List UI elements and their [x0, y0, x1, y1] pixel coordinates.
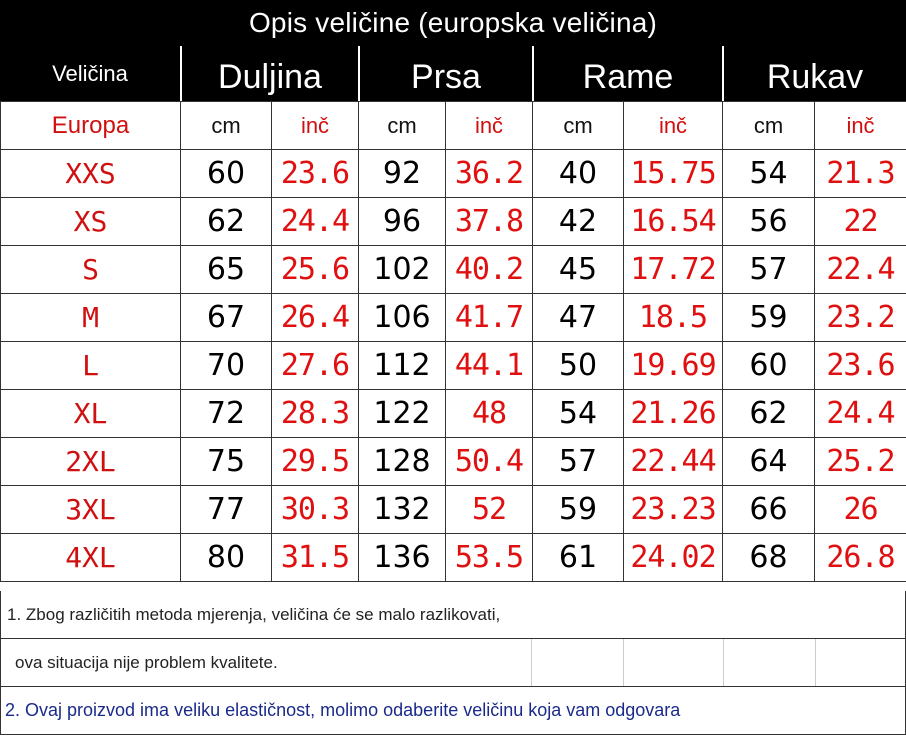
header-rukav: Rukav [722, 46, 906, 101]
cm-value: 56 [723, 198, 815, 246]
note-row-3 [0, 687, 906, 735]
unit-row [1, 102, 906, 150]
size-label: S [1, 246, 181, 294]
unit-inch: inč [446, 102, 533, 150]
cm-value: 54 [723, 150, 815, 198]
header-rame: Rame [532, 46, 722, 101]
size-label: XXS [1, 150, 181, 198]
inch-value: 21.26 [624, 390, 723, 438]
inch-value: 26.4 [272, 294, 359, 342]
cm-value: 59 [723, 294, 815, 342]
table-row [1, 534, 906, 582]
unit-cm: cm [181, 102, 272, 150]
note-2: 2. Ovaj proizvod ima veliku elastičnost, molimo odaberite veličinu koja vam odgovara [5, 700, 681, 720]
cm-value: 102 [359, 246, 446, 294]
cm-value: 50 [533, 342, 624, 390]
inch-value: 19.69 [624, 342, 723, 390]
cm-value: 61 [533, 534, 624, 582]
table-row [1, 486, 906, 534]
cm-value: 106 [359, 294, 446, 342]
inch-value: 23.6 [272, 150, 359, 198]
inch-value: 48 [446, 390, 533, 438]
cm-value: 128 [359, 438, 446, 486]
inch-value: 27.6 [272, 342, 359, 390]
table-row [1, 246, 906, 294]
size-label: 4XL [1, 534, 181, 582]
table-row [1, 342, 906, 390]
inch-value: 30.3 [272, 486, 359, 534]
inch-value: 24.4 [272, 198, 359, 246]
inch-value: 22 [815, 198, 906, 246]
inch-value: 23.2 [815, 294, 906, 342]
cm-value: 70 [181, 342, 272, 390]
unit-cm: cm [723, 102, 815, 150]
table-header [0, 46, 906, 101]
title-bar [0, 0, 906, 46]
cm-value: 96 [359, 198, 446, 246]
inch-value: 25.6 [272, 246, 359, 294]
inch-value: 24.02 [624, 534, 723, 582]
cm-value: 132 [359, 486, 446, 534]
table-row [1, 150, 906, 198]
unit-inch: inč [815, 102, 906, 150]
cm-value: 66 [723, 486, 815, 534]
cm-value: 54 [533, 390, 624, 438]
inch-value: 16.54 [624, 198, 723, 246]
cm-value: 60 [181, 150, 272, 198]
inch-value: 22.4 [815, 246, 906, 294]
inch-value: 24.4 [815, 390, 906, 438]
unit-inch: inč [272, 102, 359, 150]
size-label: XL [1, 390, 181, 438]
inch-value: 50.4 [446, 438, 533, 486]
cm-value: 80 [181, 534, 272, 582]
page-title: Opis veličine (europska veličina) [248, 7, 658, 38]
inch-value: 28.3 [272, 390, 359, 438]
cm-value: 75 [181, 438, 272, 486]
cm-value: 122 [359, 390, 446, 438]
cm-value: 72 [181, 390, 272, 438]
cm-value: 68 [723, 534, 815, 582]
unit-cm: cm [533, 102, 624, 150]
inch-value: 26 [815, 486, 906, 534]
inch-value: 21.3 [815, 150, 906, 198]
note-row-1 [0, 591, 906, 639]
inch-value: 44.1 [446, 342, 533, 390]
cm-value: 45 [533, 246, 624, 294]
size-label: 2XL [1, 438, 181, 486]
inch-value: 29.5 [272, 438, 359, 486]
table-row [1, 294, 906, 342]
size-label: 3XL [1, 486, 181, 534]
inch-value: 22.44 [624, 438, 723, 486]
inch-value: 37.8 [446, 198, 533, 246]
unit-row-label: Europa [1, 102, 181, 150]
size-label: L [1, 342, 181, 390]
inch-value: 23.6 [815, 342, 906, 390]
cm-value: 59 [533, 486, 624, 534]
cm-value: 62 [723, 390, 815, 438]
inch-value: 31.5 [272, 534, 359, 582]
inch-value: 26.8 [815, 534, 906, 582]
inch-value: 15.75 [624, 150, 723, 198]
inch-value: 40.2 [446, 246, 533, 294]
inch-value: 23.23 [624, 486, 723, 534]
cm-value: 65 [181, 246, 272, 294]
cm-value: 60 [723, 342, 815, 390]
cm-value: 47 [533, 294, 624, 342]
table-row [1, 438, 906, 486]
table-row [1, 198, 906, 246]
cm-value: 136 [359, 534, 446, 582]
size-label: M [1, 294, 181, 342]
table-row [1, 390, 906, 438]
cm-value: 77 [181, 486, 272, 534]
cm-value: 40 [533, 150, 624, 198]
note-1-line-1: 1. Zbog različitih metoda mjerenja, veličina će se malo razlikovati, [7, 604, 501, 624]
unit-cm: cm [359, 102, 446, 150]
inch-value: 41.7 [446, 294, 533, 342]
header-duljina: Duljina [180, 46, 358, 101]
size-table [0, 101, 906, 582]
cm-value: 57 [533, 438, 624, 486]
notes-section [0, 591, 906, 735]
header-size-label: Veličina [52, 60, 128, 86]
cm-value: 92 [359, 150, 446, 198]
cm-value: 42 [533, 198, 624, 246]
inch-value: 53.5 [446, 534, 533, 582]
cm-value: 112 [359, 342, 446, 390]
inch-value: 52 [446, 486, 533, 534]
inch-value: 17.72 [624, 246, 723, 294]
cm-value: 67 [181, 294, 272, 342]
cm-value: 62 [181, 198, 272, 246]
note-row-2 [0, 639, 906, 687]
unit-inch: inč [624, 102, 723, 150]
inch-value: 18.5 [624, 294, 723, 342]
inch-value: 25.2 [815, 438, 906, 486]
inch-value: 36.2 [446, 150, 533, 198]
cm-value: 64 [723, 438, 815, 486]
cm-value: 57 [723, 246, 815, 294]
size-label: XS [1, 198, 181, 246]
header-prsa: Prsa [358, 46, 532, 101]
note-1-line-2: ova situacija nije problem kvalitete. [15, 652, 278, 672]
